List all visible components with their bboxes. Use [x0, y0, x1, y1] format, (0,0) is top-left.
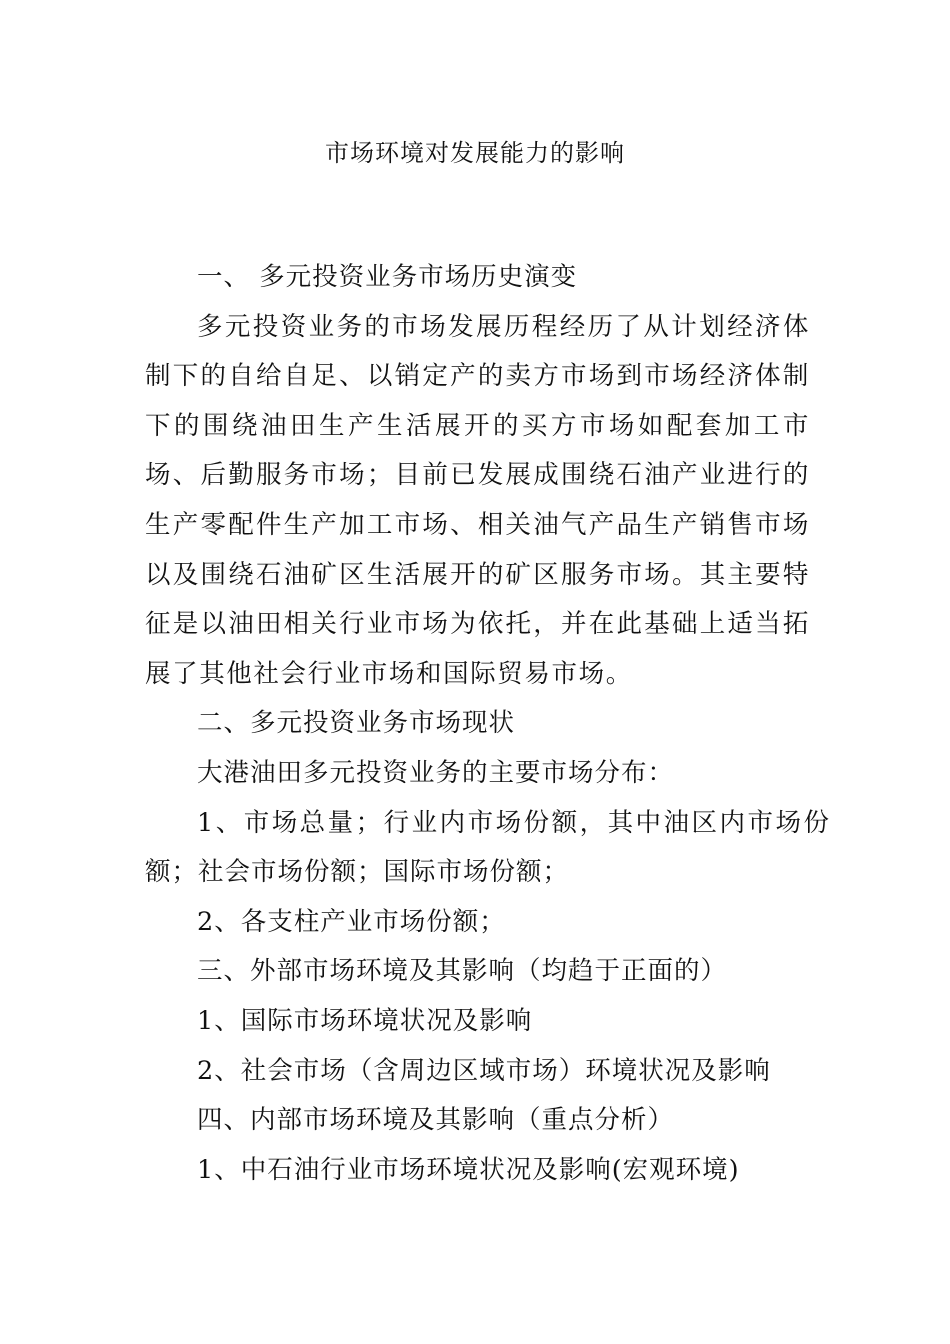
section-heading-2: 二、多元投资业务市场现状 — [197, 708, 516, 739]
paragraph-market-distribution: 大港油田多元投资业务的主要市场分布： — [197, 757, 675, 788]
paragraph-market-history: 多元投资业务的市场发展历程经历了从计划经济体制下的自给自足、以销定产的卖方市场到市场经济体制下的围绕油田生产生活展开的买方市场如配套加工市场、后勤服务市场；目前已发展成围绕石油产业进行的生产零配件生产加工市场、相关油气产品生产销售市场以及围绕石油矿区生活展开的矿区服务市场。其主要特征是以油田相关行业市场为依托，并在此基础上适当拓展了其他社会行业市场和国际贸易市场。 — [145, 311, 810, 689]
document-title: 市场环境对发展能力的影响 — [325, 139, 625, 167]
list-item-market-total: 1、市场总量；行业内市场份额，其中油区内市场份额；社会市场份额；国际市场份额； — [145, 807, 830, 888]
list-item-pillar-industries: 2、各支柱产业市场份额； — [197, 906, 506, 937]
section-heading-1: 一、 多元投资业务市场历史演变 — [197, 262, 578, 292]
list-item-cnpc-market: 1、中石油行业市场环境状况及影响(宏观环境) — [197, 1154, 740, 1185]
list-item-international-market: 1、国际市场环境状况及影响 — [197, 1005, 533, 1036]
section-heading-4: 四、内部市场环境及其影响（重点分析） — [197, 1105, 675, 1136]
list-item-social-market: 2、社会市场（含周边区域市场）环境状况及影响 — [197, 1055, 771, 1086]
document-body — [145, 253, 830, 1195]
section-heading-3: 三、外部市场环境及其影响（均趋于正面的） — [197, 956, 728, 987]
